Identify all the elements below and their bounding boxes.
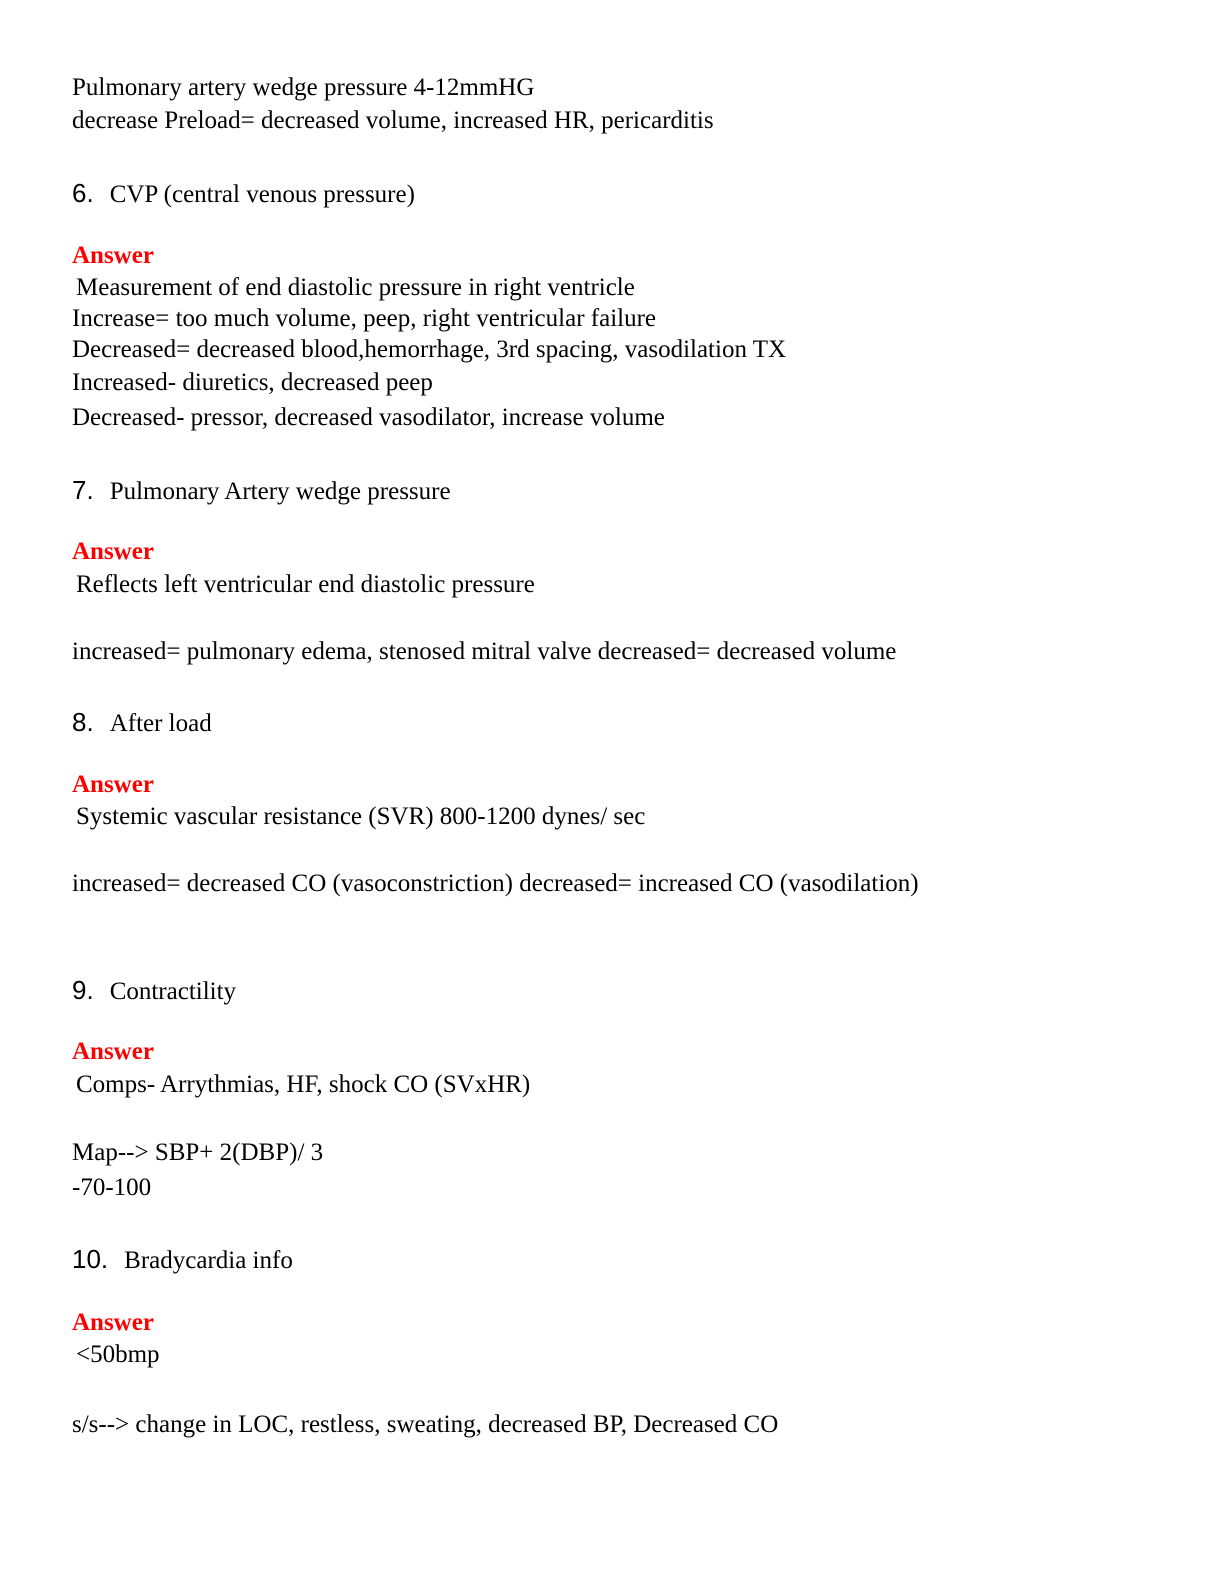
answer-line: increased= decreased CO (vasoconstriction) decreased= increased CO (vasodilation)	[72, 870, 919, 897]
question-9	[72, 975, 236, 1007]
question-7	[72, 475, 451, 507]
answer-label: Answer	[72, 538, 154, 565]
question-10	[72, 1244, 293, 1276]
question-title: Contractility	[109, 978, 237, 1005]
question-number: 6.	[72, 178, 94, 208]
question-title: CVP (central venous pressure)	[109, 181, 415, 208]
answer-label: Answer	[72, 771, 154, 798]
intro-line: Pulmonary artery wedge pressure 4-12mmHG	[72, 74, 535, 101]
question-title: Bradycardia info	[124, 1247, 293, 1274]
answer-line: -70-100	[72, 1174, 152, 1201]
question-title: After load	[109, 710, 212, 737]
answer-label: Answer	[72, 1038, 154, 1065]
question-number: 9.	[72, 975, 94, 1005]
question-number: 10.	[72, 1244, 109, 1274]
question-8	[72, 707, 212, 739]
answer-line: Measurement of end diastolic pressure in right ventricle	[76, 274, 635, 301]
answer-line: <50bmp	[76, 1341, 160, 1368]
answer-line: Decreased= decreased blood,hemorrhage, 3rd spacing, vasodilation TX	[72, 336, 787, 363]
answer-line: increased= pulmonary edema, stenosed mitral valve decreased= decreased volume	[72, 638, 897, 665]
answer-line: Map--> SBP+ 2(DBP)/ 3	[72, 1139, 324, 1166]
question-6	[72, 178, 415, 210]
answer-line: Systemic vascular resistance (SVR) 800-1200 dynes/ sec	[76, 803, 646, 830]
answer-label: Answer	[72, 1309, 154, 1336]
answer-line: Increased- diuretics, decreased peep	[72, 369, 433, 396]
answer-line: Reflects left ventricular end diastolic pressure	[76, 571, 535, 598]
question-title: Pulmonary Artery wedge pressure	[109, 478, 451, 505]
answer-label: Answer	[72, 242, 154, 269]
question-number: 7.	[72, 475, 94, 505]
intro-line: decrease Preload= decreased volume, increased HR, pericarditis	[72, 107, 714, 134]
answer-line: s/s--> change in LOC, restless, sweating, decreased BP, Decreased CO	[72, 1411, 779, 1438]
answer-line: Decreased- pressor, decreased vasodilator, increase volume	[72, 404, 665, 431]
question-number: 8.	[72, 707, 94, 737]
answer-line: Increase= too much volume, peep, right ventricular failure	[72, 305, 657, 332]
answer-line: Comps- Arrythmias, HF, shock CO (SVxHR)	[76, 1071, 531, 1098]
